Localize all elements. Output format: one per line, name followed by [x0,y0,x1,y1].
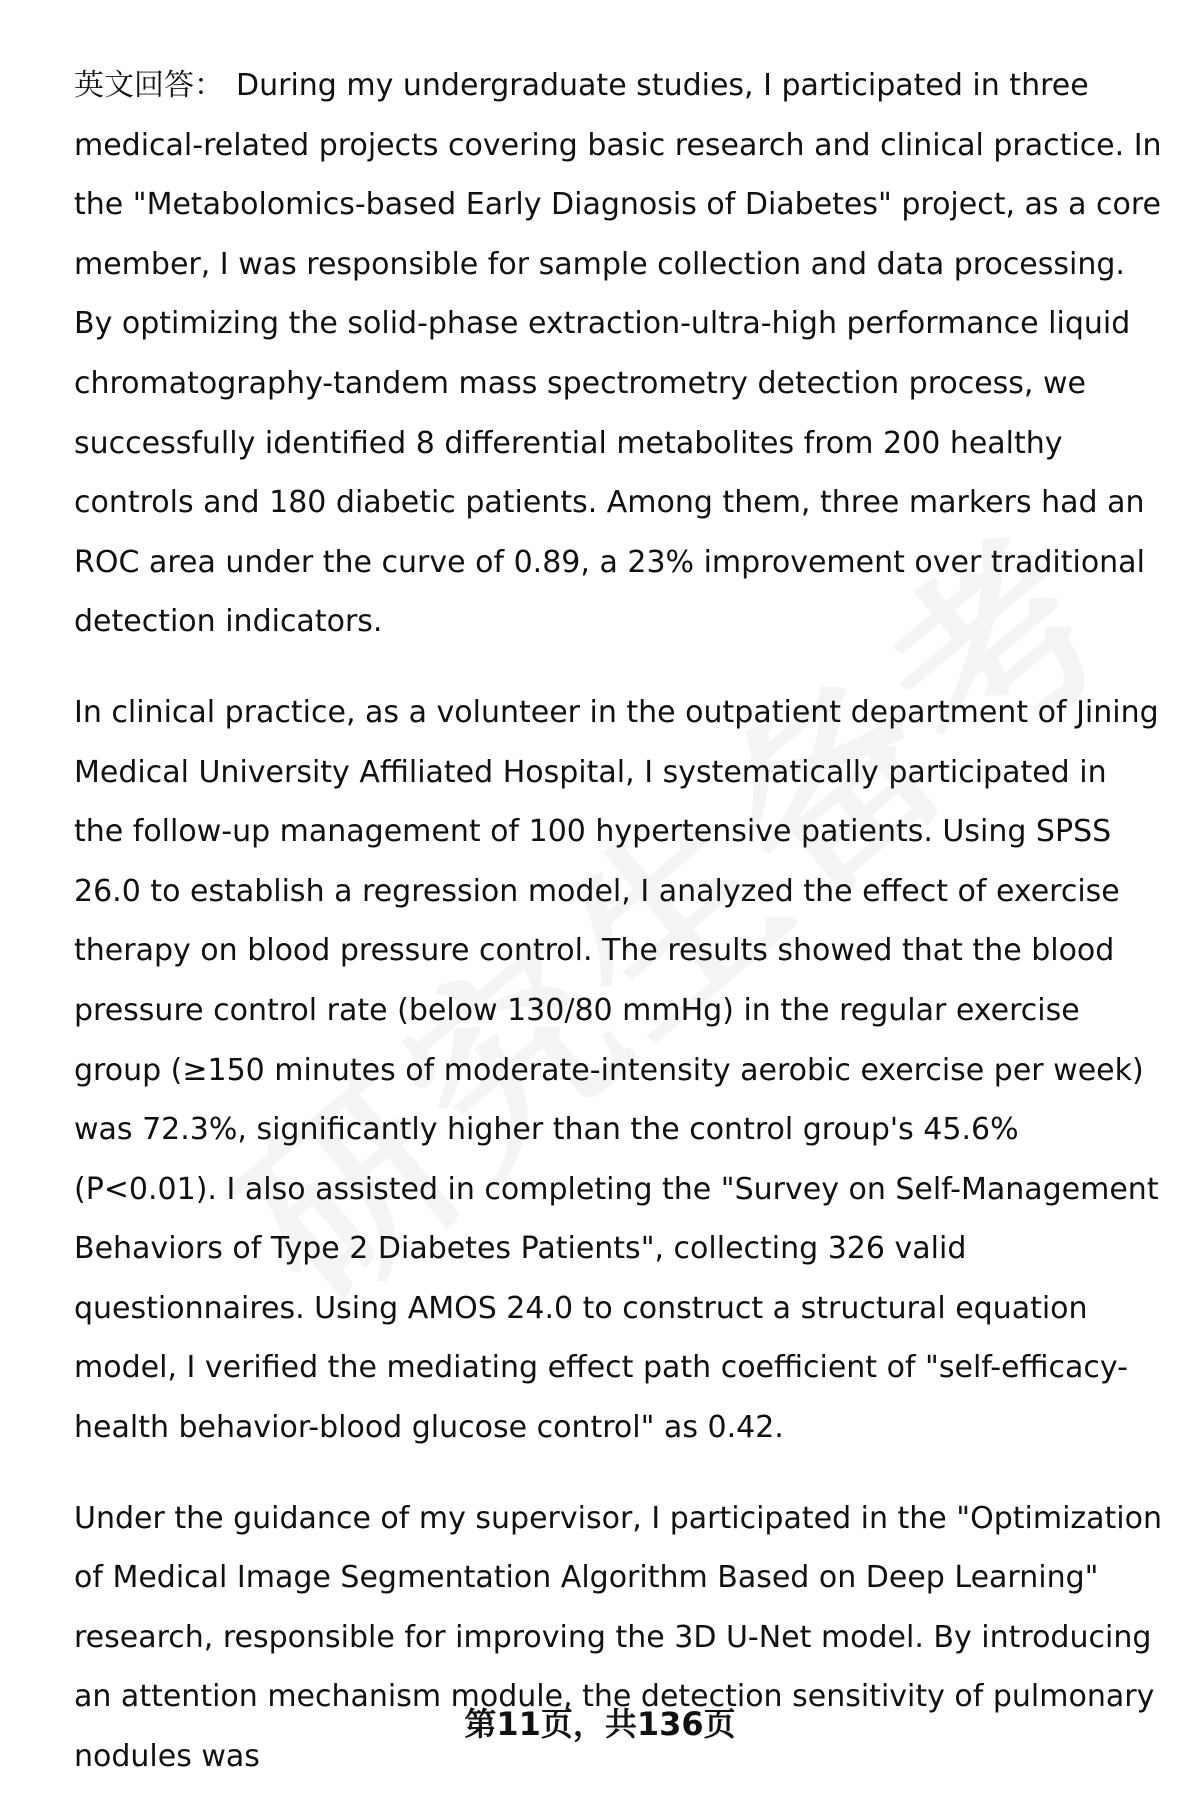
paragraph-3: Under the guidance of my supervisor, I participated in the "Optimization of Medical Image Segmentation Algorithm Based on Deep Learning" research, responsible for improving the 3D U-Net model. By introducing an attention mechanism module, the detection sensitivity of pulmonary nodules was [74,1500,1163,1775]
answer-label: 英文回答： [74,68,224,103]
paragraph-1 [74,56,1164,652]
paragraph-1-text: During my undergraduate studies, I participated in three medical-related projects covering basic research and clinical practice. In the "Metabolomics-based Early Diagnosis of Diabetes" project, as a core member, I was responsible for sample collection and data processing. By optimizing the solid-phase extraction-ultra-high performance liquid chromatography-tandem mass spectrometry detection process, we successfully identified 8 differential metabolites from 200 healthy controls and 180 diabetic patients. Among them, three markers had an ROC area under the curve of 0.89, a 23% improvement over traditional detection indicators. [74,68,1162,640]
document-body [74,56,1164,1818]
page-number: 第11页，共136页 [464,1705,736,1743]
paragraph-2: In clinical practice, as a volunteer in the outpatient department of Jining Medical University Affiliated Hospital, I systematically participated in the follow-up management of 100 hypertensive patients. Using SPSS 26.0 to establish a regression model, I analyzed the effect of exercise therapy on blood pressure control. The results showed that the blood pressure control rate (below 130/80 mmHg) in the regular exercise group (≥150 minutes of moderate-intensity aerobic exercise per week) was 72.3%, significantly higher than the control group's 45.6% (P<0.01). I also assisted in completing the "Survey on Self-Management Behaviors of Type 2 Diabetes Patients", collecting 326 valid questionnaires. Using AMOS 24.0 to construct a structural equation model, I verified the mediating effect path coefficient of "self-efficacy-health behavior-blood glucose control" as 0.42. [74,694,1159,1446]
